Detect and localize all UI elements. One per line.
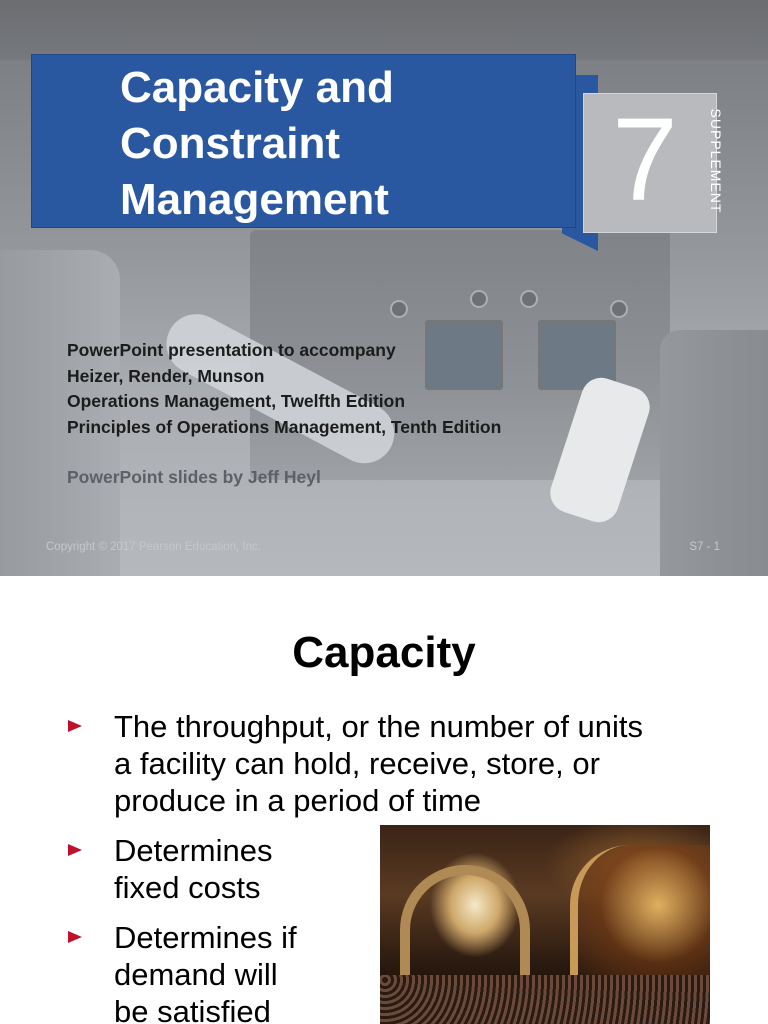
bullet-line: a facility can hold, receive, store, or [114,746,600,781]
bullet-line: produce in a period of time [114,783,482,818]
subtitle-line: Operations Management, Twelfth Edition [67,391,406,411]
page-number: S7 - 1 [689,541,720,553]
copyright-notice: Copyright © 2017 Pearson Education, Inc. [46,541,261,553]
bullet-line: fixed costs [114,870,261,905]
supplement-label: SUPPLEMENT [708,108,724,214]
bullet-item [114,708,734,819]
bullet-line: The throughput, or the number of units [114,709,644,744]
slides-author: PowerPoint slides by Jeff Heyl [67,467,321,487]
slide-title [120,60,560,228]
title-line: Management [120,175,389,224]
bullet-arrow-icon [68,844,82,856]
bullet-line: Determines if [114,920,297,955]
capacity-slide [0,576,768,1024]
subtitle-line: PowerPoint presentation to accompany [67,340,396,360]
title-line: Constraint [120,119,340,168]
theater-photo [380,825,710,1024]
bullet-item [114,832,364,906]
supplement-number: 7 [612,94,678,226]
bullet-item [114,919,364,1024]
bullet-line: demand will [114,957,278,992]
slide-title: Capacity [292,628,476,677]
bullet-line: be satisfied [114,994,271,1024]
audience [380,975,710,1024]
title-line: Capacity and [120,63,394,112]
presentation-subtitle [67,338,627,440]
subtitle-line: Heizer, Render, Munson [67,365,265,386]
bullet-arrow-icon [68,720,82,732]
subtitle-line: Principles of Operations Management, Tenth Edition [67,416,502,437]
bullet-line: Determines [114,833,273,868]
bullet-arrow-icon [68,931,82,943]
